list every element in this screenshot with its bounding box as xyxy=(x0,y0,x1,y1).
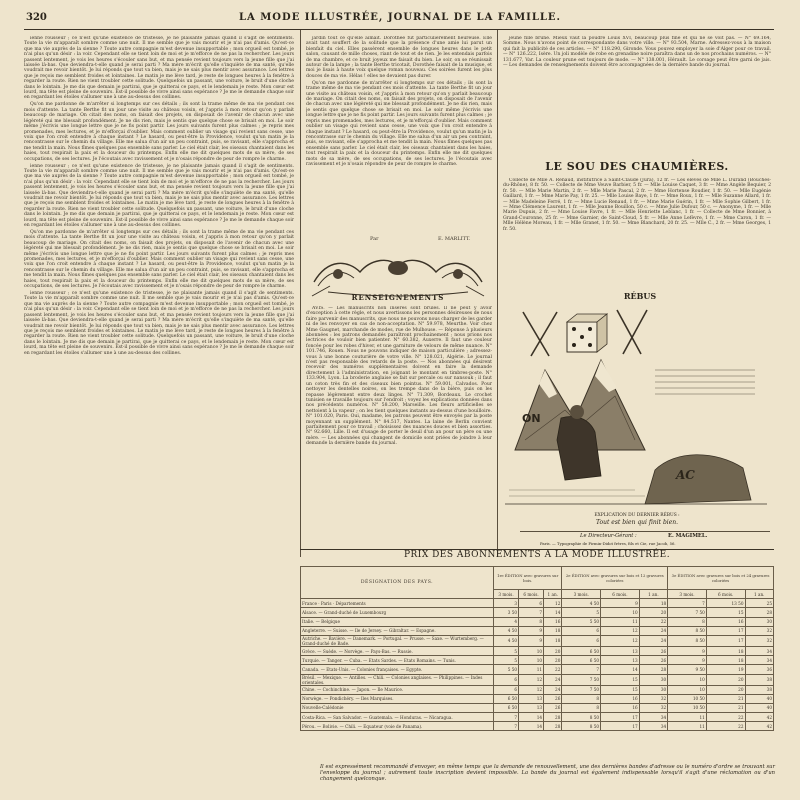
price-cell: 16 xyxy=(706,617,745,626)
abonnements-title: PRIX DES ABONNEMENTS A LA MODE ILLUSTRÉE. xyxy=(403,550,671,560)
price-cell: 6 50 xyxy=(494,703,519,712)
price-cell: 12 xyxy=(601,626,640,635)
table-row xyxy=(301,656,774,665)
price-cell: 11 xyxy=(519,665,544,674)
table-row xyxy=(301,608,774,617)
price-cell: 42 xyxy=(745,713,774,722)
pays-cell: Brésil. — Mexique. — Antilles. — Chili. — Colonies anglaises. — Philippines. — Indes orientales. xyxy=(301,674,494,685)
price-cell: 8 xyxy=(562,694,601,703)
price-cell: 6 xyxy=(494,685,519,694)
story-paragraph: Qu'on me pardonne de m'arrêter si longtemps sur ces détails ; ils sont la trame même de ma vie pendant ces mois d'attente. La tante Berthe fit un jour une visite au château voisin, et j'appris à mon retour qu'on y parlait beaucoup de mariage. On citait des noms, on faisait des projets, on disposait de l'avenir de chacun avec une légèreté qui me blessait profondément. Je ne dis rien, mais je sentis que quelque chose se brisait en moi. Le soir même j'écrivis une longue lettre que je ne fis point partir. Les jours suivants furent plus calmes ; je repris mes promenades, mes lectures, et je m'efforçai d'oublier. Mais comment oublier un visage qui revient sans cesse, une voix que l'on croit entendre à chaque instant ? Le hasard, ou peut-être la Providence, voulut qu'un matin je la rencontrasse sur le chemin du village. Elle me salua d'un air un peu contraint, puis, se ravisant, elle s'approcha et me tendit la main. Nous fîmes quelques pas ensemble sans parler. Le ciel était clair, les oiseaux chantaient dans les haies, tout respirait la paix et la douceur du printemps. Enfin elle me dit quelques mots de sa mère, de ses occupations, de ses lectures. Je l'écoutais avec ravissement et je n'osais répondre de peur de rompre le charme. xyxy=(24,230,294,290)
story-author: E. MARLITT. xyxy=(438,236,471,242)
page-header xyxy=(0,0,800,30)
price-cell: 6 50 xyxy=(562,646,601,655)
rebus-title: RÉBUS xyxy=(623,291,657,301)
price-cell: 10 xyxy=(519,646,544,655)
price-cell: 34 xyxy=(745,656,774,665)
price-cell: 26 xyxy=(544,703,562,712)
price-cell: 5 xyxy=(494,656,519,665)
chaumieres-paragraph: Collecte de Mlle A. Renaud, institutrice à Saint-Claude (Jura), 12 fr. — Les élèves de Mlle L. Durand (Bouches-du-Rhône), 8 fr. 50. — Collecte de Mme Veuve Barbier, 5 fr. — Mlle Louise Caquet, 3 fr. — Mme Angèle Bequier, 2 fr. 50. — Mlle Marie Martin, 2 fr. — Mlle Marie Pascal, 2 fr. — Mme Hortense Roudier, 1 fr. 50. — Mlle Eugénie Gaillard, 1 fr. — Mme Marie Pay, 1 fr. 25. — Mlle Louise Baye, 1 fr. — Mme Roux, 1 fr. — Mlle Suzanne Allard, 1 fr. — Mlle Madeleine Ferré, 1 fr. — Mme Lucie Renaud, 1 fr. — Mme Marie Guérin, 1 fr. — Mlle Sophie Gilbert, 1 fr. — Mme Clémence Laurent, 1 fr. — Mlle Jeanne Bouillon, 50 c. — Mme Julie Dufour, 50 c. — Anonyme, 1 fr. — Mlle Marie Dupuis, 2 fr. — Mme Louise Favre, 1 fr. — Mlle Henriette Leblanc, 1 fr. — Collecte de Mme Bonnier, à Grand-Couronne, 25 fr. — Mme Garnier, de Saint-Cloud, 5 fr. — Mlle Anne Lefèvre, 1 fr. — Mme Caron, 1 fr. — Mlle Hélène Moreau, 1 fr. — Mlle Granet, 1 fr. 50. — Mme Blanchard, 20 fr. 25. — Mlle C., 2 fr. — Mme Georges, 1 fr. 50. xyxy=(503,178,771,232)
period-header: 1 an. xyxy=(639,590,667,599)
price-cell: 10 50 xyxy=(668,703,707,712)
price-cell: 9 xyxy=(519,626,544,635)
renseignements-continuation xyxy=(503,36,771,148)
price-cell: 7 xyxy=(668,599,707,608)
pays-cell: Chine. — Cochinchine. — Japon. — Ile Maurice. xyxy=(301,685,494,694)
price-cell: 16 xyxy=(601,694,640,703)
price-cell: 7 xyxy=(494,722,519,731)
abonnements-footnote: Il est expressément recommandé d'envoyer, en même temps que la demande de renouvellement, une des dernières bandes d'adresse ou le numéro d'ordre se trouvant sur l'enveloppe du journal ; autrement toute inscription devient impossible. La bande du journal est également indispensable lorsqu'il s'agit d'une réclamation ou d'un changement quelconque. xyxy=(320,764,775,782)
price-cell: 6 50 xyxy=(494,694,519,703)
price-cell: 12 xyxy=(601,635,640,646)
price-cell: 14 xyxy=(519,713,544,722)
price-cell: 14 xyxy=(601,665,640,674)
story-paragraph: Qu'on me pardonne de m'arrêter si longtemps sur ces détails ; ils sont la trame même de ma vie pendant ces mois d'attente. La tante Berthe fit un jour une visite au château voisin, et j'appris à mon retour qu'on y parlait beaucoup de mariage. On citait des noms, on faisait des projets, on disposait de l'avenir de chacun avec une légèreté qui me blessait profondément. Je ne dis rien, mais je sentis que quelque chose se brisait en moi. Le soir même j'écrivis une longue lettre que je ne fis point partir. Les jours suivants furent plus calmes ; je repris mes promenades, mes lectures, et je m'efforçai d'oublier. Mais comment oublier un visage qui revient sans cesse, une voix que l'on croit entendre à chaque instant ? Le hasard, ou peut-être la Providence, voulut qu'un matin je la rencontrasse sur le chemin du village. Elle me salua d'un air un peu contraint, puis, se ravisant, elle s'approcha et me tendit la main. Nous fîmes quelques pas ensemble sans parler. Le ciel était clair, les oiseaux chantaient dans les haies, tout respirait la paix et la douceur du printemps. Enfin elle me dit quelques mots de sa mère, de ses occupations, de ses lectures. Je l'écoutais avec ravissement et je n'osais répondre de peur de rompre le charme. xyxy=(24,102,294,162)
story-paragraph: jardin tout ce qu'elle aimait. Dorothée fut particulièrement heureuse. Elle avait tant souffert de la solitude que la présence d'une amie lui parut un bienfait du ciel. Elles passèrent ensemble de longues heures dans le petit salon, causant de mille choses, riant de tout et de rien. Je les entendais parfois de ma chambre, et ce bruit joyeux me faisait du bien. Le soir, on se réunissait autour de la lampe ; la tante Berthe tricotait, Dorothée faisait de la musique, et moi je lisais à haute voix quelque roman nouveau. Ces soirées furent les plus douces de ma vie. Hélas ! elles ne devaient pas durer. xyxy=(306,36,492,79)
column-rule xyxy=(497,30,498,557)
price-cell: 5 50 xyxy=(494,665,519,674)
rebus-illustration xyxy=(505,300,767,520)
pays-cell: Grèce. — Suède. — Norvège. — Pays-Bas. — Russie. xyxy=(301,646,494,655)
price-cell: 26 xyxy=(639,656,667,665)
price-cell: 4 xyxy=(494,617,519,626)
price-cell: 12 xyxy=(544,599,562,608)
price-cell: 7 xyxy=(562,665,601,674)
price-cell: 13 xyxy=(601,646,640,655)
table-row xyxy=(301,722,774,731)
pays-cell: Alsace. — Grand-duché de Luxembourg xyxy=(301,608,494,617)
pays-cell: Autriche. — Bavière. — Danemark. — Portugal. — Prusse. — Saxe. — Wurtemberg. — Grand-duché de Bade. xyxy=(301,635,494,646)
price-cell: 18 xyxy=(706,656,745,665)
price-cell: 13 xyxy=(519,703,544,712)
price-cell: 15 xyxy=(601,674,640,685)
price-cell: 18 xyxy=(544,626,562,635)
price-cell: 22 xyxy=(706,713,745,722)
edition1-header: 1re ÉDITION avec gravures sur bois. xyxy=(494,567,562,590)
journal-title: LA MODE ILLUSTRÉE, JOURNAL DE LA FAMILLE. xyxy=(238,12,562,23)
price-cell: 21 xyxy=(706,694,745,703)
pays-cell: Norwège. — Pondichéry. — Iles Marquises. xyxy=(301,694,494,703)
price-cell: 12 xyxy=(519,685,544,694)
pays-cell: Nouvelle-Calédonie xyxy=(301,703,494,712)
renseignements-text xyxy=(306,306,492,528)
price-cell: 30 xyxy=(639,685,667,694)
table-header-row xyxy=(301,567,774,590)
story-paragraph: Qu'on me pardonne de m'arrêter si longtemps sur ces détails ; ils sont la trame même de ma vie pendant ces mois d'attente. La tante Berthe fit un jour une visite au château voisin, et j'appris à mon retour qu'on y parlait beaucoup de mariage. On citait des noms, on faisait des projets, on disposait de l'avenir de chacun avec une légèreté qui me blessait profondément. Je ne dis rien, mais je sentis que quelque chose se brisait en moi. Le soir même j'écrivis une longue lettre que je ne fis point partir. Les jours suivants furent plus calmes ; je repris mes promenades, mes lectures, et je m'efforçai d'oublier. Mais comment oublier un visage qui revient sans cesse, une voix que l'on croit entendre à chaque instant ? Le hasard, ou peut-être la Providence, voulut qu'un matin je la rencontrasse sur le chemin du village. Elle me salua d'un air un peu contraint, puis, se ravisant, elle s'approcha et me tendit la main. Nous fîmes quelques pas ensemble sans parler. Le ciel était clair, les oiseaux chantaient dans les haies, tout respirait la paix et la douceur du printemps. Enfin elle me dit quelques mots de sa mère, de ses occupations, de ses lectures. Je l'écoutais avec ravissement et je n'osais répondre de peur de rompre le charme. xyxy=(306,80,492,167)
price-cell: 18 xyxy=(639,599,667,608)
price-cell: 10 xyxy=(668,674,707,685)
rebus-picture-icon xyxy=(505,300,767,520)
price-cell: 10 xyxy=(601,608,640,617)
price-cell: 18 xyxy=(544,635,562,646)
price-cell: 38 xyxy=(745,674,774,685)
price-cell: 5 50 xyxy=(562,617,601,626)
period-header: 6 mois. xyxy=(706,590,745,599)
table-row xyxy=(301,703,774,712)
price-cell: 7 50 xyxy=(562,674,601,685)
price-cell: 17 xyxy=(706,626,745,635)
table-row xyxy=(301,674,774,685)
price-cell: 24 xyxy=(544,674,562,685)
price-cell: 32 xyxy=(745,626,774,635)
price-cell: 28 xyxy=(544,722,562,731)
price-cell: 15 xyxy=(706,608,745,617)
price-cell: 28 xyxy=(544,713,562,722)
price-cell: 26 xyxy=(544,694,562,703)
price-cell: 24 xyxy=(544,685,562,694)
price-cell: 20 xyxy=(706,685,745,694)
price-cell: 14 xyxy=(519,722,544,731)
price-cell: 38 xyxy=(745,685,774,694)
rebus-explanation-label: EXPLICATION DU DERNIER RÉBUS : xyxy=(594,513,680,518)
price-cell: 22 xyxy=(544,665,562,674)
price-cell: 6 xyxy=(494,674,519,685)
rebus-word-on: ON xyxy=(522,412,541,425)
price-cell: 13 50 xyxy=(706,599,745,608)
price-cell: 32 xyxy=(639,703,667,712)
price-cell: 9 xyxy=(668,646,707,655)
price-cell: 40 xyxy=(745,703,774,712)
price-cell: 9 xyxy=(668,656,707,665)
price-cell: 13 xyxy=(519,694,544,703)
price-cell: 24 xyxy=(639,635,667,646)
period-header: 3 mois. xyxy=(668,590,707,599)
price-cell: 22 xyxy=(639,617,667,626)
price-cell: 17 xyxy=(601,722,640,731)
period-header: 6 mois. xyxy=(601,590,640,599)
price-cell: 28 xyxy=(745,608,774,617)
price-cell: 20 xyxy=(706,674,745,685)
rebus-word-ac: AC xyxy=(676,468,695,482)
pays-cell: Canada. — Etats-Unis. — Colonies françaises. — Egypte. xyxy=(301,665,494,674)
story-column-1 xyxy=(24,36,294,756)
price-cell: 7 50 xyxy=(562,685,601,694)
price-cell: 13 xyxy=(601,656,640,665)
price-cell: 21 xyxy=(706,703,745,712)
pays-cell: Turquie. — Tanger. — Cuba. — Etats Sardes. — Etats Romains. — Tunis. xyxy=(301,656,494,665)
story-column-2 xyxy=(306,36,492,232)
price-cell: 42 xyxy=(745,722,774,731)
price-cell: 4 50 xyxy=(494,635,519,646)
story-paragraph: ienne rousseur ; ce n'est qu'une existence de tristesse, je ne plaisante jamais quand il s'agit de sentiments. Toute la vie m'apparaît sombre comme une nuit. Il me semble que je vais mourir et je n'ai pas d'amis. Qu'est-ce que ma vie auprès de la sienne ? Toute autre compagnie m'est devenue insupportable ; mon orgueil est tombé, je n'ai plus qu'un désir : la voir. Cependant elle se tient loin de moi et je m'efforce de ne pas la rechercher. Les jours passent lentement, je vois les heures s'écouler sans but, et ma pensée revient toujours vers la jeune fille que j'ai laissée là-bas. Que deviendra-t-elle quand je serai parti ? Ma mère m'écrit qu'elle s'inquiète de ma santé, qu'elle voudrait me revoir bientôt. Je lui réponds que tout va bien, mais je ne sais plus mentir avec assurance. Les lettres que je reçois me semblent froides et lointaines. Le matin je me lève tard, je reste de longues heures à la fenêtre à regarder la route. Rien ne vient troubler cette solitude. Quelquefois un passant, une voiture, le bruit d'une cloche dans le lointain. Je me dis que demain je partirai, que je quitterai ce pays, et le lendemain je reste. Mon cœur est lourd, ma tête est pleine de souvenirs. Est-il possible de vivre ainsi sans espérance ? Je me le demande chaque soir en regardant les étoiles s'allumer une à une au-dessus des collines. xyxy=(24,163,294,228)
price-cell: 11 xyxy=(668,722,707,731)
price-cell: 3 xyxy=(494,599,519,608)
page-number: 320 xyxy=(26,12,47,23)
table-row xyxy=(301,713,774,722)
abonnements-table xyxy=(300,566,774,731)
price-cell: 32 xyxy=(639,694,667,703)
rebus-answer: Tout est bien qui finit bien. xyxy=(595,519,679,526)
period-header: 3 mois. xyxy=(562,590,601,599)
price-cell: 20 xyxy=(544,656,562,665)
price-cell: 22 xyxy=(706,722,745,731)
price-cell: 40 xyxy=(745,694,774,703)
period-header: 1 an. xyxy=(745,590,774,599)
table-row xyxy=(301,646,774,655)
renseignements-paragraph: AVIS. — Les manuscrits non insérés sont brûlés. Il ne peut y avoir d'exception à cette règle, et nous avertissons les personnes désireuses de nous faire parvenir des manuscrits, que nous ne pouvons nous charger de les garder ni de les renvoyer en cas de non-acceptation. N° 59.978, Meurthe. Voir chez Mme Gaugnet, marchande de modes, rue de Mulhouse. — Réponse à plusieurs abonnées : les patrons demandés paraîtront prochainement ; nous prions nos lectrices de vouloir bien patienter. N° 60.382, Auxerre. Il faut une couleur foncée pour les robes d'hiver, et une garniture de velours de même nuance. N° 101.746, Rouen. Nous ne pouvons indiquer de maison particulière ; adressez-vous à une bonne couturière de votre ville. N° 128.021, Algérie. Le journal n'est pas responsable des retards de la poste. — Nos abonnées qui désirent recevoir des numéros supplémentaires doivent en faire la demande directement à l'administration, en joignant le montant en timbres-poste. N° 133.904, Lyon. La broderie anglaise se fait sur percale ou sur nansouk ; il faut un coton très fin et des ciseaux bien pointus. N° 59.001, Calvados. Pour nettoyer les dentelles noires, on les trempe dans de la bière, puis on les repasse légèrement entre deux linges. N° 71.309, Bordeaux. Le crochet tunisien se travaille toujours sur l'endroit ; voyez les explications données dans nos précédents numéros. N° 58.200, Marseille. Les fleurs artificielles se nettoient à la vapeur ; on les tient quelques instants au-dessus d'une bouilloire. N° 101.020, Paris. Oui, madame, les patrons peuvent être envoyés par la poste moyennant un supplément. N° 84.517, Nantes. La laine de Berlin convient parfaitement pour ce travail ; choisissez des nuances douces et bien assorties. N° 92.660, Lille. Il est d'usage de porter le deuil d'un an pour un père ou une mère. — Les abonnées qui changent de domicile sont priées de joindre à leur demande la dernière bande du journal. xyxy=(306,306,492,447)
price-cell: 20 xyxy=(639,608,667,617)
price-cell: 9 xyxy=(519,635,544,646)
price-cell: 3 50 xyxy=(494,608,519,617)
price-cell: 32 xyxy=(745,635,774,646)
edition3-header: 3e ÉDITION avec gravures sur bois et 24 gravures coloriées xyxy=(668,567,774,590)
price-cell: 17 xyxy=(706,635,745,646)
price-cell: 16 xyxy=(544,617,562,626)
story-paragraph: ienne rousseur ; ce n'est qu'une existence de tristesse, je ne plaisante jamais quand il s'agit de sentiments. Toute la vie m'apparaît sombre comme une nuit. Il me semble que je vais mourir et je n'ai pas d'amis. Qu'est-ce que ma vie auprès de la sienne ? Toute autre compagnie m'est devenue insupportable ; mon orgueil est tombé, je n'ai plus qu'un désir : la voir. Cependant elle se tient loin de moi et je m'efforce de ne pas la rechercher. Les jours passent lentement, je vois les heures s'écouler sans but, et ma pensée revient toujours vers la jeune fille que j'ai laissée là-bas. Que deviendra-t-elle quand je serai parti ? Ma mère m'écrit qu'elle s'inquiète de ma santé, qu'elle voudrait me revoir bientôt. Je lui réponds que tout va bien, mais je ne sais plus mentir avec assurance. Les lettres que je reçois me semblent froides et lointaines. Le matin je me lève tard, je reste de longues heures à la fenêtre à regarder la route. Rien ne vient troubler cette solitude. Quelquefois un passant, une voiture, le bruit d'une cloche dans le lointain. Je me dis que demain je partirai, que je quitterai ce pays, et le lendemain je reste. Mon cœur est lourd, ma tête est pleine de souvenirs. Est-il possible de vivre ainsi sans espérance ? Je me le demande chaque soir en regardant les étoiles s'allumer une à une au-dessus des collines. xyxy=(24,36,294,101)
table-row xyxy=(301,694,774,703)
imprint: Paris. — Typographie de Firmin-Didot frères, fils et Cie, rue Jacob, 56. xyxy=(540,541,676,546)
price-cell: 5 xyxy=(494,646,519,655)
price-cell: 9 50 xyxy=(668,665,707,674)
price-cell: 15 xyxy=(601,685,640,694)
price-cell: 6 xyxy=(519,599,544,608)
price-cell: 10 xyxy=(668,685,707,694)
price-cell: 36 xyxy=(745,665,774,674)
price-cell: 8 50 xyxy=(562,722,601,731)
price-cell: 5 xyxy=(562,608,601,617)
price-cell: 7 50 xyxy=(668,608,707,617)
price-cell: 6 xyxy=(562,635,601,646)
price-cell: 11 xyxy=(668,713,707,722)
price-cell: 4 50 xyxy=(494,626,519,635)
table-row xyxy=(301,635,774,646)
directeur-name: E. MAGIMEL. xyxy=(668,533,708,539)
table-row xyxy=(301,626,774,635)
renseignements-title: RENSEIGNEMENTS xyxy=(351,293,445,302)
directeur-label: Le Directeur-Gérant : xyxy=(580,533,637,539)
pays-cell: Angleterre. — Suisse. — Ile de Jersey. — Gibraltar. — Espagne. xyxy=(301,626,494,635)
price-cell: 12 xyxy=(519,674,544,685)
price-cell: 8 50 xyxy=(668,635,707,646)
period-header: 1 an. xyxy=(544,590,562,599)
price-cell: 19 xyxy=(706,665,745,674)
header-rule xyxy=(24,29,774,30)
chaumieres-title: LE SOU DES CHAUMIÈRES. xyxy=(545,160,729,173)
story-signature-label: Par xyxy=(370,236,379,242)
price-cell: 10 xyxy=(519,656,544,665)
column-rule xyxy=(300,30,301,557)
table-row xyxy=(301,599,774,608)
price-cell: 20 xyxy=(544,646,562,655)
price-cell: 34 xyxy=(639,722,667,731)
price-cell: 8 xyxy=(519,617,544,626)
price-cell: 10 50 xyxy=(668,694,707,703)
price-cell: 16 xyxy=(601,703,640,712)
price-cell: 30 xyxy=(639,674,667,685)
price-cell: 18 xyxy=(706,646,745,655)
price-cell: 4 50 xyxy=(562,599,601,608)
period-header: 3 mois. xyxy=(494,590,519,599)
price-cell: 11 xyxy=(601,617,640,626)
story-paragraph: ienne rousseur ; ce n'est qu'une existence de tristesse, je ne plaisante jamais quand il s'agit de sentiments. Toute la vie m'apparaît sombre comme une nuit. Il me semble que je vais mourir et je n'ai pas d'amis. Qu'est-ce que ma vie auprès de la sienne ? Toute autre compagnie m'est devenue insupportable ; mon orgueil est tombé, je n'ai plus qu'un désir : la voir. Cependant elle se tient loin de moi et je m'efforce de ne pas la rechercher. Les jours passent lentement, je vois les heures s'écouler sans but, et ma pensée revient toujours vers la jeune fille que j'ai laissée là-bas. Que deviendra-t-elle quand je serai parti ? Ma mère m'écrit qu'elle s'inquiète de ma santé, qu'elle voudrait me revoir bientôt. Je lui réponds que tout va bien, mais je ne sais plus mentir avec assurance. Les lettres que je reçois me semblent froides et lointaines. Le matin je me lève tard, je reste de longues heures à la fenêtre à regarder la route. Rien ne vient troubler cette solitude. Quelquefois un passant, une voiture, le bruit d'une cloche dans le lointain. Je me dis que demain je partirai, que je quitterai ce pays, et le lendemain je reste. Mon cœur est lourd, ma tête est pleine de souvenirs. Est-il possible de vivre ainsi sans espérance ? Je me le demande chaque soir en regardant les étoiles s'allumer une à une au-dessus des collines. xyxy=(24,291,294,356)
abonnements-body xyxy=(301,599,774,731)
price-cell: 7 xyxy=(519,608,544,617)
pays-cell: Pérou. — Bolivie. — Chili. — Equateur (voie de Panama). xyxy=(301,722,494,731)
chaumieres-text xyxy=(503,178,771,288)
pays-cell: Costa-Rica. — San Salvador. — Guatemala. — Honduras. — Nicaragua. xyxy=(301,713,494,722)
price-cell: 6 50 xyxy=(562,656,601,665)
price-cell: 25 xyxy=(745,599,774,608)
abonnements-table-wrap xyxy=(300,566,774,762)
rebus-rule xyxy=(520,531,770,532)
pays-cell: Italie. — Belgique xyxy=(301,617,494,626)
price-cell: 28 xyxy=(639,665,667,674)
price-cell: 8 50 xyxy=(668,626,707,635)
period-header: 6 mois. xyxy=(519,590,544,599)
price-cell: 26 xyxy=(639,646,667,655)
price-cell: 34 xyxy=(745,646,774,655)
price-cell: 14 xyxy=(544,608,562,617)
price-cell: 34 xyxy=(639,713,667,722)
price-cell: 6 xyxy=(562,626,601,635)
renseignements-paragraph: jeune fille brune. Mieux vaut la poudre Louis XVI, beaucoup plus fine et qui ne se voit pas. — N° 69.164, Somme. Nous n'avons point de correspondante dans votre ville. — N° 93.504, Marne. Adressez-vous à la maison qui fait la publicité de ces articles. — N° 118.290, Gironde. Vous pouvez employer la soie d'Alger pour ce travail. — N° 126.222, Isère. Un joli modèle de robe en grenadine noire paraîtra dans un de nos prochains numéros. — N° 131.677, Var. La couleur prune est toujours de mode. — N° 138.001, Hérault. Le corsage peut être garni de jais. — Les demandes de renseignements doivent être accompagnées de la dernière bande du journal. xyxy=(503,36,771,69)
table-row xyxy=(301,617,774,626)
price-cell: 24 xyxy=(639,626,667,635)
price-cell: 8 50 xyxy=(562,713,601,722)
pays-header: DÉSIGNATION DES PAYS. xyxy=(301,567,494,599)
price-cell: 8 xyxy=(668,617,707,626)
price-cell: 7 xyxy=(494,713,519,722)
price-cell: 9 xyxy=(601,599,640,608)
edition2-header: 2e ÉDITION avec gravures sur bois et 12 gravures coloriées xyxy=(562,567,668,590)
price-cell: 17 xyxy=(601,713,640,722)
table-row xyxy=(301,665,774,674)
pays-cell: France · Paris · Départements xyxy=(301,599,494,608)
price-cell: 8 xyxy=(562,703,601,712)
table-row xyxy=(301,685,774,694)
price-cell: 30 xyxy=(745,617,774,626)
